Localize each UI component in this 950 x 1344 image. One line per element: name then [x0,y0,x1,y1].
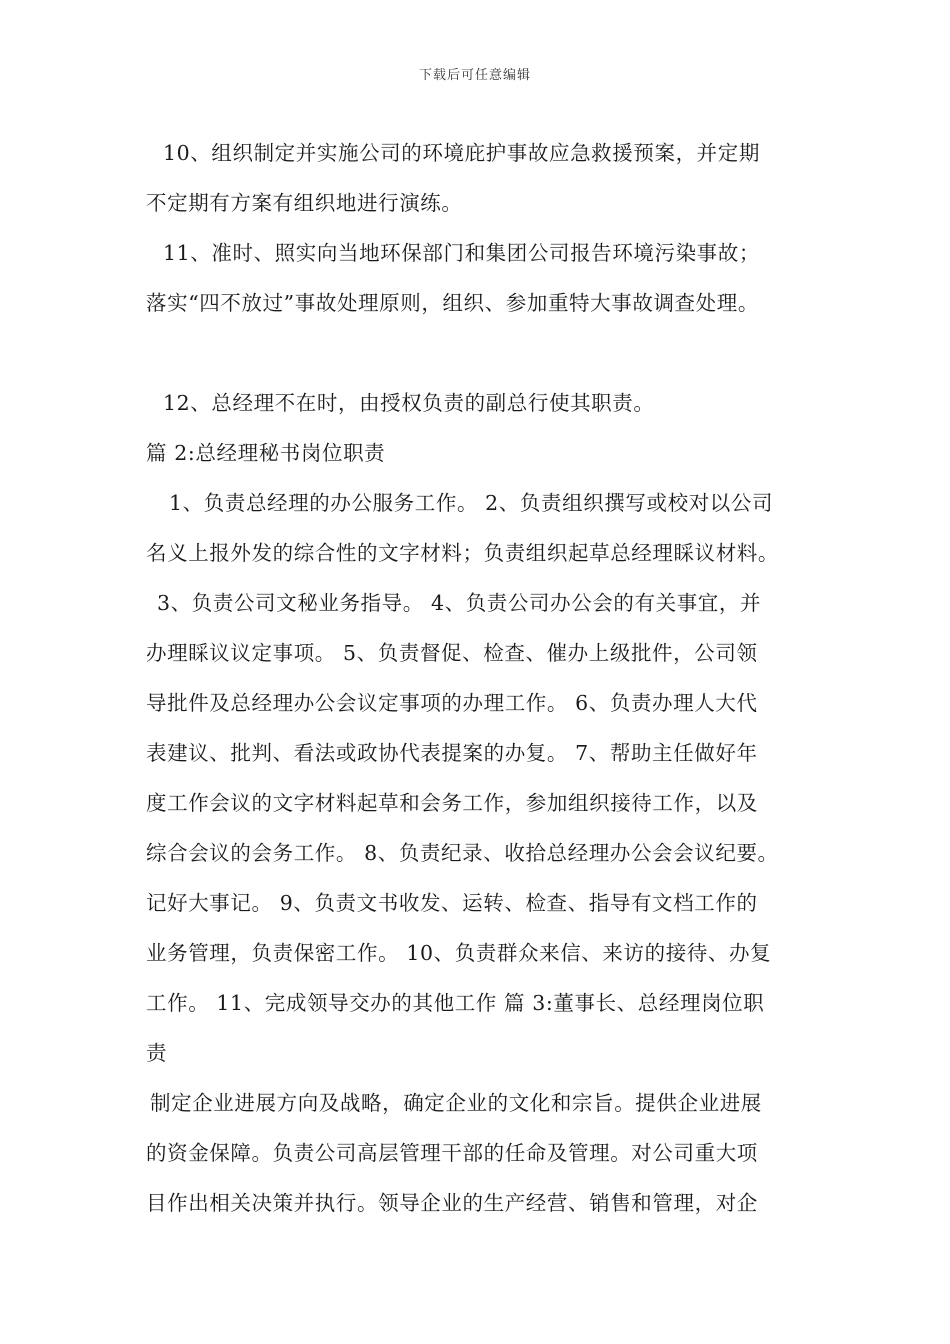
paragraph-line: 表建议、批判、看法或政协代表提案的办复。 7、帮助主任做好年 [146,741,758,765]
paragraph-line: 导批件及总经理办公会议定事项的办理工作。 6、负责办理人大代 [146,691,758,715]
section-heading: 篇 2:总经理秘书岗位职责 [146,441,386,465]
paragraph-line: 责 [146,1041,168,1065]
paragraph-line: 目作出相关决策并执行。领导企业的生产经营、销售和管理，对企 [146,1191,758,1215]
paragraph-line: 办理睬议议定事项。 5、负责督促、检查、催办上级批件，公司领 [146,641,758,665]
paragraph-line: 制定企业进展方向及战略，确定企业的文化和宗旨。提供企业进展 [150,1091,762,1115]
paragraph-line: 记好大事记。 9、负责文书收发、运转、检查、指导有文档工作的 [146,891,758,915]
paragraph-line: 3、负责公司文秘业务指导。 4、负责公司办公会的有关事宜，并 [157,591,762,615]
paragraph-line: 工作。 11、完成领导交办的其他工作 篇 3:董事长、总经理岗位职 [146,991,765,1015]
paragraph-line: 12、总经理不在时，由授权负责的副总行使其职责。 [163,391,655,415]
paragraph-line: 10、组织制定并实施公司的环境庇护事故应急救援预案，并定期 [163,141,760,165]
blank-line [146,328,826,378]
paragraph-line: 不定期有方案有组织地进行演练。 [146,191,463,215]
paragraph-line: 的资金保障。负责公司高层管理干部的任命及管理。对公司重大项 [146,1141,758,1165]
paragraph-line: 度工作会议的文字材料起草和会务工作，参加组织接待工作，以及 [146,791,758,815]
page-header: 下载后可任意编辑 [418,68,531,83]
paragraph-line: 11、准时、照实向当地环保部门和集团公司报告环境污染事故； [163,241,760,265]
document-body [146,128,826,1228]
paragraph-line: 综合会议的会务工作。 8、负责纪录、收拾总经理办公会会议纪要。 [146,841,779,865]
paragraph-line: 名义上报外发的综合性的文字材料；负责组织起草总经理睬议材料。 [146,541,779,565]
paragraph-line: 业务管理，负责保密工作。 10、负责群众来信、来访的接待、办复 [146,941,772,965]
paragraph-line: 落实“四不放过”事故处理原则，组织、参加重特大事故调查处理。 [146,291,759,315]
paragraph-line: 1、负责总经理的办公服务工作。 2、负责组织撰写或校对以公司 [169,491,774,515]
